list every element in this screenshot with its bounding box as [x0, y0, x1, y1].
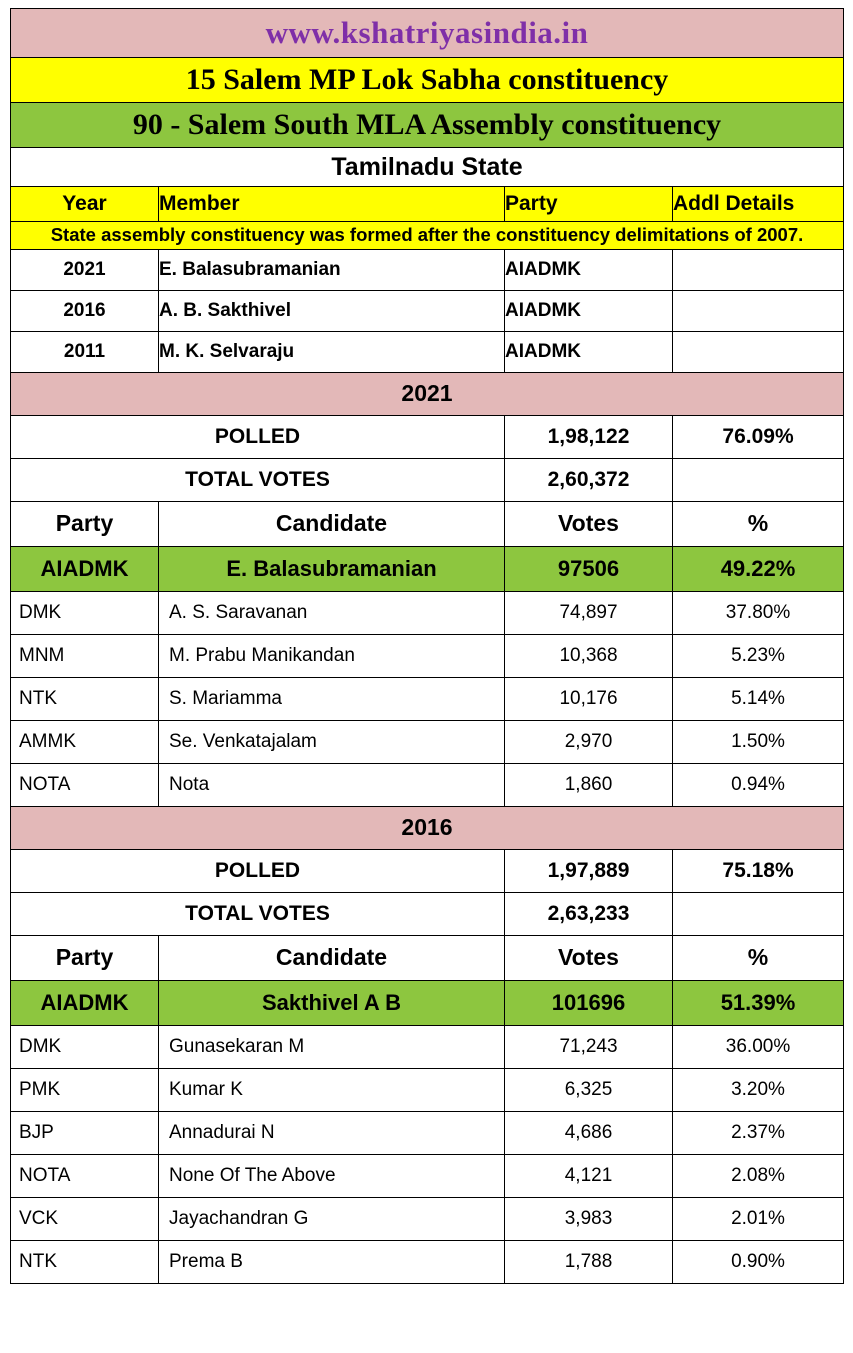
polled-percent: 76.09% [673, 415, 844, 458]
result-row [11, 763, 844, 806]
total-votes-label: TOTAL VOTES [11, 458, 505, 501]
constituency-table [10, 8, 844, 1284]
total-votes-blank [673, 892, 844, 935]
result-row [11, 1240, 844, 1283]
member-name: M. K. Selvaraju [159, 331, 505, 372]
result-votes: 1,788 [505, 1240, 673, 1283]
result-votes: 4,121 [505, 1154, 673, 1197]
state-title: Tamilnadu State [11, 148, 844, 187]
table-row [11, 331, 844, 372]
election-year-2016: 2016 [11, 806, 844, 849]
result-candidate: Se. Venkatajalam [159, 720, 505, 763]
result-candidate: Nota [159, 763, 505, 806]
site-banner: www.kshatriyasindia.in [11, 9, 844, 58]
result-party: DMK [11, 1025, 159, 1068]
result-row [11, 1025, 844, 1068]
result-party: AIADMK [11, 980, 159, 1025]
mp-title-row [11, 58, 844, 103]
polled-label: POLLED [11, 849, 505, 892]
table-row [11, 290, 844, 331]
result-percent: 2.37% [673, 1111, 844, 1154]
total-votes-blank [673, 458, 844, 501]
result-percent: 37.80% [673, 591, 844, 634]
total-votes-row [11, 458, 844, 501]
result-candidate: Prema B [159, 1240, 505, 1283]
state-title-row [11, 148, 844, 187]
result-candidate: None Of The Above [159, 1154, 505, 1197]
site-banner-row [11, 9, 844, 58]
results-header-percent: % [673, 501, 844, 546]
result-votes: 2,970 [505, 720, 673, 763]
polled-row [11, 415, 844, 458]
members-header-addl: Addl Details [673, 187, 844, 222]
polled-votes: 1,98,122 [505, 415, 673, 458]
result-row-winner [11, 546, 844, 591]
result-row [11, 634, 844, 677]
result-candidate: Sakthivel A B [159, 980, 505, 1025]
member-addl [673, 249, 844, 290]
result-candidate: Gunasekaran M [159, 1025, 505, 1068]
result-party: NOTA [11, 1154, 159, 1197]
result-row [11, 1197, 844, 1240]
member-year: 2021 [11, 249, 159, 290]
member-addl [673, 290, 844, 331]
results-header-votes: Votes [505, 935, 673, 980]
result-percent: 5.14% [673, 677, 844, 720]
result-percent: 0.94% [673, 763, 844, 806]
result-party: AMMK [11, 720, 159, 763]
mla-constituency-title: 90 - Salem South MLA Assembly constituency [11, 103, 844, 148]
polled-row [11, 849, 844, 892]
member-name: E. Balasubramanian [159, 249, 505, 290]
result-party: DMK [11, 591, 159, 634]
members-header-year: Year [11, 187, 159, 222]
result-percent: 2.08% [673, 1154, 844, 1197]
result-percent: 2.01% [673, 1197, 844, 1240]
result-party: MNM [11, 634, 159, 677]
result-percent: 5.23% [673, 634, 844, 677]
result-party: VCK [11, 1197, 159, 1240]
member-party: AIADMK [505, 290, 673, 331]
election-year-band-row [11, 806, 844, 849]
mp-constituency-title: 15 Salem MP Lok Sabha constituency [11, 58, 844, 103]
result-votes: 1,860 [505, 763, 673, 806]
total-votes-value: 2,60,372 [505, 458, 673, 501]
result-row [11, 591, 844, 634]
result-votes: 4,686 [505, 1111, 673, 1154]
result-party: NTK [11, 1240, 159, 1283]
member-name: A. B. Sakthivel [159, 290, 505, 331]
result-party: PMK [11, 1068, 159, 1111]
results-header-row [11, 935, 844, 980]
result-votes: 10,176 [505, 677, 673, 720]
result-party: AIADMK [11, 546, 159, 591]
result-party: NTK [11, 677, 159, 720]
result-votes: 6,325 [505, 1068, 673, 1111]
election-year-2021: 2021 [11, 372, 844, 415]
member-party: AIADMK [505, 249, 673, 290]
result-percent: 0.90% [673, 1240, 844, 1283]
members-header-party: Party [505, 187, 673, 222]
result-candidate: A. S. Saravanan [159, 591, 505, 634]
result-row [11, 1111, 844, 1154]
result-percent: 49.22% [673, 546, 844, 591]
results-header-percent: % [673, 935, 844, 980]
result-candidate: Kumar K [159, 1068, 505, 1111]
total-votes-label: TOTAL VOTES [11, 892, 505, 935]
result-percent: 51.39% [673, 980, 844, 1025]
result-candidate: Annadurai N [159, 1111, 505, 1154]
result-votes: 71,243 [505, 1025, 673, 1068]
member-party: AIADMK [505, 331, 673, 372]
members-header-row [11, 187, 844, 222]
result-party: NOTA [11, 763, 159, 806]
members-note-row [11, 222, 844, 250]
table-row [11, 249, 844, 290]
result-candidate: S. Mariamma [159, 677, 505, 720]
result-percent: 3.20% [673, 1068, 844, 1111]
result-votes: 10,368 [505, 634, 673, 677]
member-year: 2011 [11, 331, 159, 372]
result-party: BJP [11, 1111, 159, 1154]
result-votes: 74,897 [505, 591, 673, 634]
polled-label: POLLED [11, 415, 505, 458]
result-votes: 3,983 [505, 1197, 673, 1240]
result-row [11, 1068, 844, 1111]
result-candidate: Jayachandran G [159, 1197, 505, 1240]
results-header-party: Party [11, 935, 159, 980]
total-votes-row [11, 892, 844, 935]
result-votes: 101696 [505, 980, 673, 1025]
result-candidate: M. Prabu Manikandan [159, 634, 505, 677]
member-addl [673, 331, 844, 372]
members-header-member: Member [159, 187, 505, 222]
mla-title-row [11, 103, 844, 148]
result-row [11, 1154, 844, 1197]
member-year: 2016 [11, 290, 159, 331]
results-header-row [11, 501, 844, 546]
result-percent: 36.00% [673, 1025, 844, 1068]
results-header-candidate: Candidate [159, 501, 505, 546]
result-votes: 97506 [505, 546, 673, 591]
total-votes-value: 2,63,233 [505, 892, 673, 935]
result-percent: 1.50% [673, 720, 844, 763]
results-header-candidate: Candidate [159, 935, 505, 980]
results-header-party: Party [11, 501, 159, 546]
polled-votes: 1,97,889 [505, 849, 673, 892]
polled-percent: 75.18% [673, 849, 844, 892]
delimitation-note: State assembly constituency was formed after the constituency delimitations of 2007. [11, 222, 844, 250]
election-year-band-row [11, 372, 844, 415]
result-row-winner [11, 980, 844, 1025]
result-row [11, 677, 844, 720]
results-header-votes: Votes [505, 501, 673, 546]
result-candidate: E. Balasubramanian [159, 546, 505, 591]
result-row [11, 720, 844, 763]
